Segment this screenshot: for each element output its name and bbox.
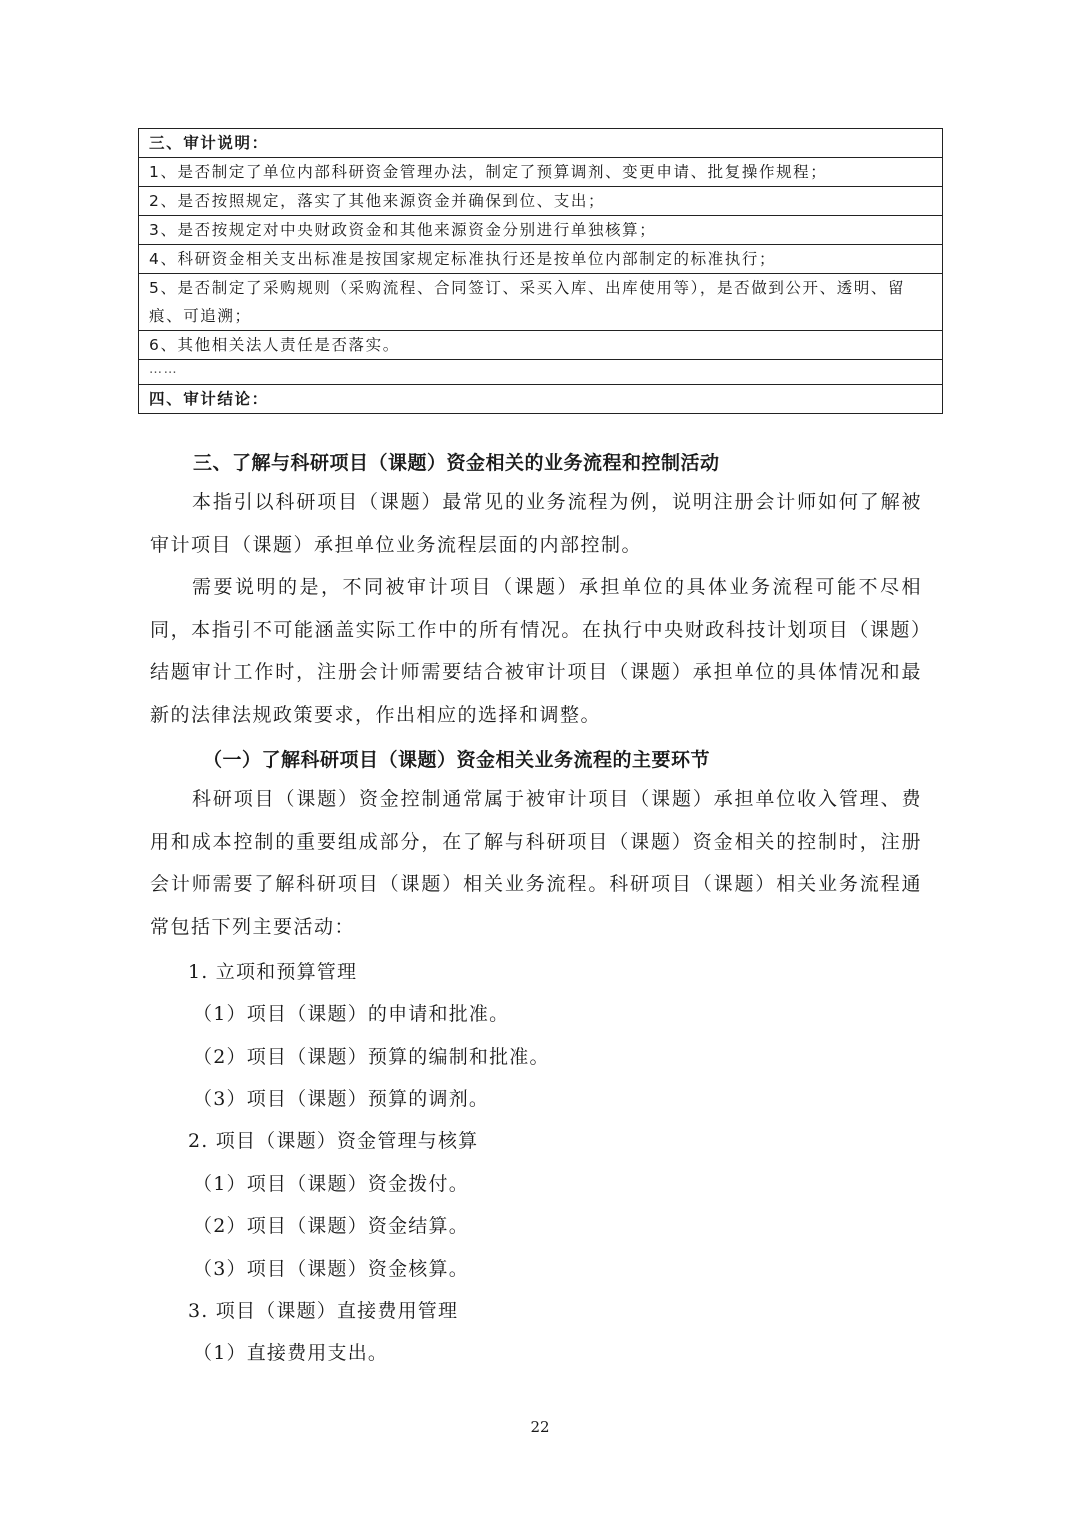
table-row: 1、是否制定了单位内部科研资金管理办法，制定了预算调剂、变更申请、批复操作规程；: [139, 158, 942, 187]
list-item: （3）项目（课题）预算的调剂。: [193, 1088, 490, 1110]
table-row: 2、是否按照规定，落实了其他来源资金并确保到位、支出；: [139, 187, 942, 216]
table-row: 3、是否按规定对中央财政资金和其他来源资金分别进行单独核算；: [139, 216, 942, 245]
list-item: （2）项目（课题）预算的编制和批准。: [193, 1046, 550, 1068]
table-row: 四、审计结论：: [149, 390, 269, 408]
paragraph-2: 需要说明的是，不同被审计项目（课题）承担单位的具体业务流程可能不尽相同，本指引不可能涵盖实际工作中的所有情况。在执行中央财政科技计划项目（课题）结题审计工作时，注册会计师需要结合被审计项目（课题）承担单位的具体情况和最新的法律法规政策要求，作出相应的选择和调整。: [150, 576, 922, 726]
section-title: 三、了解与科研项目（课题）资金相关的业务流程和控制活动: [193, 452, 720, 474]
table-row: 6、其他相关法人责任是否落实。: [139, 331, 942, 360]
audit-table: [138, 128, 943, 414]
paragraph-3: 科研项目（课题）资金控制通常属于被审计项目（课题）承担单位收入管理、费用和成本控制的重要组成部分，在了解与科研项目（课题）资金相关的控制时，注册会计师需要了解科研项目（课题）相关业务流程。科研项目（课题）相关业务流程通常包括下列主要活动：: [150, 788, 922, 938]
table-row: 三、审计说明：: [139, 129, 942, 158]
table-row: ……: [139, 360, 942, 385]
list-item: （1）直接费用支出。: [193, 1342, 389, 1364]
list-item: （1）项目（课题）资金拨付。: [193, 1173, 469, 1195]
table-row: 4、科研资金相关支出标准是按国家规定标准执行还是按单位内部制定的标准执行；: [139, 245, 942, 274]
list-item: （2）项目（课题）资金结算。: [193, 1215, 469, 1237]
list-item: 1. 立项和预算管理: [188, 961, 358, 983]
subsection-title: （一）了解科研项目（课题）资金相关业务流程的主要环节: [203, 749, 711, 771]
page-number: 22: [530, 1418, 550, 1436]
list-item: （3）项目（课题）资金核算。: [193, 1258, 469, 1280]
paragraph-1: 本指引以科研项目（课题）最常见的业务流程为例，说明注册会计师如何了解被审计项目（课题）承担单位业务流程层面的内部控制。: [150, 491, 922, 556]
list-item: 2. 项目（课题）资金管理与核算: [188, 1130, 479, 1152]
table-row: 5、是否制定了采购规则（采购流程、合同签订、采买入库、出库使用等），是否做到公开、透明、留痕、可追溯；: [139, 274, 942, 331]
list-item: （1）项目（课题）的申请和批准。: [193, 1003, 510, 1025]
list-item: 3. 项目（课题）直接费用管理: [188, 1300, 459, 1322]
